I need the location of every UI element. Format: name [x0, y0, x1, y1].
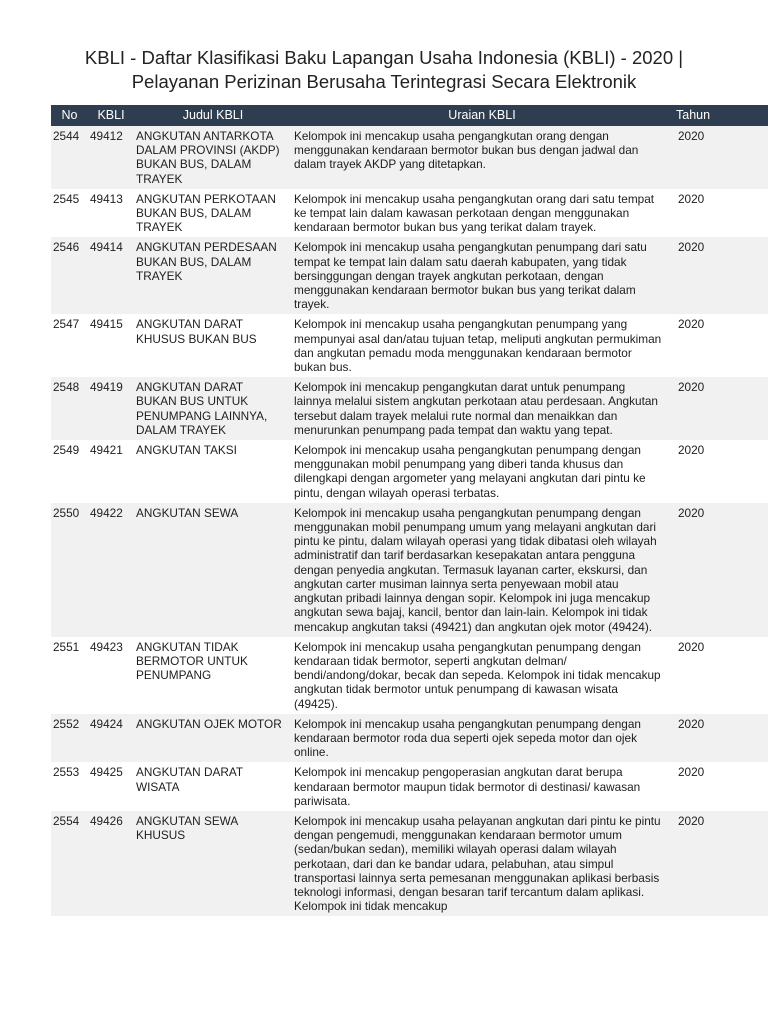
cell-kbli: 49421	[88, 440, 134, 503]
cell-uraian: Kelompok ini mencakup usaha pengangkutan orang dari satu tempat ke tempat lain dalam kawasan perkotaan dengan menggunakan kendaraan bermotor bukan bus yang terikat dalam trayek.	[292, 189, 672, 238]
cell-tahun: 2020	[672, 762, 768, 811]
table-body	[51, 126, 768, 916]
cell-judul: ANGKUTAN DARAT BUKAN BUS UNTUK PENUMPANG LAINNYA, DALAM TRAYEK	[134, 377, 292, 440]
cell-no: 2547	[51, 314, 88, 377]
cell-kbli: 49415	[88, 314, 134, 377]
table-row	[51, 637, 768, 714]
cell-judul: ANGKUTAN SEWA	[134, 503, 292, 637]
cell-tahun: 2020	[672, 189, 768, 238]
cell-no: 2546	[51, 237, 88, 314]
cell-no: 2545	[51, 189, 88, 238]
cell-judul: ANGKUTAN ANTARKOTA DALAM PROVINSI (AKDP) BUKAN BUS, DALAM TRAYEK	[134, 126, 292, 189]
cell-kbli: 49424	[88, 714, 134, 763]
header-uraian: Uraian KBLI	[292, 105, 672, 126]
cell-tahun: 2020	[672, 314, 768, 377]
table-row	[51, 189, 768, 238]
cell-kbli: 49426	[88, 811, 134, 916]
header-row	[51, 105, 768, 126]
table-row	[51, 762, 768, 811]
cell-tahun: 2020	[672, 377, 768, 440]
table-row	[51, 440, 768, 503]
table-row	[51, 237, 768, 314]
cell-kbli: 49422	[88, 503, 134, 637]
cell-uraian: Kelompok ini mencakup usaha pengangkutan penumpang dari satu tempat ke tempat lain dalam satu daerah kabupaten, yang tidak bersinggungan dengan trayek angkutan perkotaan, dengan menggunakan kendaraan bermotor bukan bus yang terikat dalam trayek.	[292, 237, 672, 314]
cell-no: 2554	[51, 811, 88, 916]
cell-no: 2551	[51, 637, 88, 714]
cell-uraian: Kelompok ini mencakup pengangkutan darat untuk penumpang lainnya melalui sistem angkutan perkotaan atau perdesaan. Angkutan tersebut dalam trayek melalui rute normal dan menaikkan dan menurunkan penumpang pada tempat dan waktu yang tepat.	[292, 377, 672, 440]
cell-uraian: Kelompok ini mencakup usaha pengangkutan penumpang yang mempunyai asal dan/atau tujuan tetap, meliputi angkutan permukiman dan angkutan pemadu moda menggunakan kendaraan bermotor bukan bus.	[292, 314, 672, 377]
cell-tahun: 2020	[672, 503, 768, 637]
cell-uraian: Kelompok ini mencakup usaha pelayanan angkutan dari pintu ke pintu dengan pengemudi, menggunakan kendaraan bermotor umum (sedan/bukan sedan), memiliki wilayah operasi dalam wilayah perkotaan, dari dan ke bandar udara, pelabuhan, atau simpul transportasi lainnya serta pemesanan menggunakan aplikasi berbasis teknologi informasi, dengan besaran tarif tercantum dalam aplikasi. Kelompok ini tidak mencakup	[292, 811, 672, 916]
cell-tahun: 2020	[672, 237, 768, 314]
cell-judul: ANGKUTAN DARAT KHUSUS BUKAN BUS	[134, 314, 292, 377]
cell-judul: ANGKUTAN OJEK MOTOR	[134, 714, 292, 763]
page-title-line-1: KBLI - Daftar Klasifikasi Baku Lapangan Usaha Indonesia (KBLI) - 2020 |	[84, 47, 684, 68]
header-no: No	[51, 105, 88, 126]
table-header	[51, 105, 768, 126]
cell-kbli: 49414	[88, 237, 134, 314]
table-row	[51, 811, 768, 916]
cell-no: 2544	[51, 126, 88, 189]
cell-kbli: 49423	[88, 637, 134, 714]
cell-judul: ANGKUTAN PERDESAAN BUKAN BUS, DALAM TRAYEK	[134, 237, 292, 314]
cell-judul: ANGKUTAN PERKOTAAN BUKAN BUS, DALAM TRAYEK	[134, 189, 292, 238]
page-title	[0, 46, 768, 94]
header-kbli: KBLI	[88, 105, 134, 126]
table-row	[51, 126, 768, 189]
cell-kbli: 49412	[88, 126, 134, 189]
cell-tahun: 2020	[672, 126, 768, 189]
table-row	[51, 314, 768, 377]
cell-uraian: Kelompok ini mencakup usaha pengangkutan penumpang dengan menggunakan mobil penumpang yang diberi tanda khusus dan dilengkapi dengan argometer yang melayani angkutan dari pintu ke pintu, dengan wilayah operasi terbatas.	[292, 440, 672, 503]
cell-no: 2549	[51, 440, 88, 503]
cell-tahun: 2020	[672, 811, 768, 916]
cell-kbli: 49425	[88, 762, 134, 811]
header-judul: Judul KBLI	[134, 105, 292, 126]
cell-uraian: Kelompok ini mencakup usaha pengangkutan penumpang dengan menggunakan mobil penumpang umum yang melayani angkutan dari pintu ke pintu, dalam wilayah operasi yang tidak dibatasi oleh wilayah administratif dan tarif berdasarkan kesepakatan antara pengguna dengan penyedia angkutan. Termasuk layanan carter, ekskursi, dan angkutan carter musiman lainnya serta penyewaan mobil atau angkutan pribadi lainnya dengan sopir. Kelompok ini juga mencakup angkutan sewa bajaj, kancil, bentor dan lain-lain. Kelompok ini tidak mencakup angkutan taksi (49421) dan angkutan ojek motor (49424).	[292, 503, 672, 637]
cell-no: 2552	[51, 714, 88, 763]
table-row	[51, 377, 768, 440]
cell-no: 2553	[51, 762, 88, 811]
cell-uraian: Kelompok ini mencakup usaha pengangkutan orang dengan menggunakan kendaraan bermotor bukan bus dengan jadwal dan dalam trayek AKDP yang ditetapkan.	[292, 126, 672, 189]
cell-judul: ANGKUTAN SEWA KHUSUS	[134, 811, 292, 916]
cell-no: 2548	[51, 377, 88, 440]
cell-uraian: Kelompok ini mencakup usaha pengangkutan penumpang dengan kendaraan bermotor roda dua seperti ojek sepeda motor dan ojek online.	[292, 714, 672, 763]
cell-tahun: 2020	[672, 714, 768, 763]
table-row	[51, 714, 768, 763]
page-title-line-2: Pelayanan Perizinan Berusaha Terintegrasi Secara Elektronik	[131, 71, 637, 92]
cell-tahun: 2020	[672, 637, 768, 714]
table-row	[51, 503, 768, 637]
cell-judul: ANGKUTAN TAKSI	[134, 440, 292, 503]
header-tahun: Tahun	[672, 105, 768, 126]
cell-uraian: Kelompok ini mencakup pengoperasian angkutan darat berupa kendaraan bermotor maupun tidak bermotor di destinasi/ kawasan pariwisata.	[292, 762, 672, 811]
cell-judul: ANGKUTAN TIDAK BERMOTOR UNTUK PENUMPANG	[134, 637, 292, 714]
cell-kbli: 49419	[88, 377, 134, 440]
cell-kbli: 49413	[88, 189, 134, 238]
cell-no: 2550	[51, 503, 88, 637]
cell-uraian: Kelompok ini mencakup usaha pengangkutan penumpang dengan kendaraan tidak bermotor, seperti angkutan delman/ bendi/andong/dokar, becak dan sepeda. Kelompok ini tidak mencakup angkutan tidak bermotor untuk penumpang di kawasan wisata (49425).	[292, 637, 672, 714]
kbli-table	[51, 105, 768, 916]
cell-tahun: 2020	[672, 440, 768, 503]
cell-judul: ANGKUTAN DARAT WISATA	[134, 762, 292, 811]
